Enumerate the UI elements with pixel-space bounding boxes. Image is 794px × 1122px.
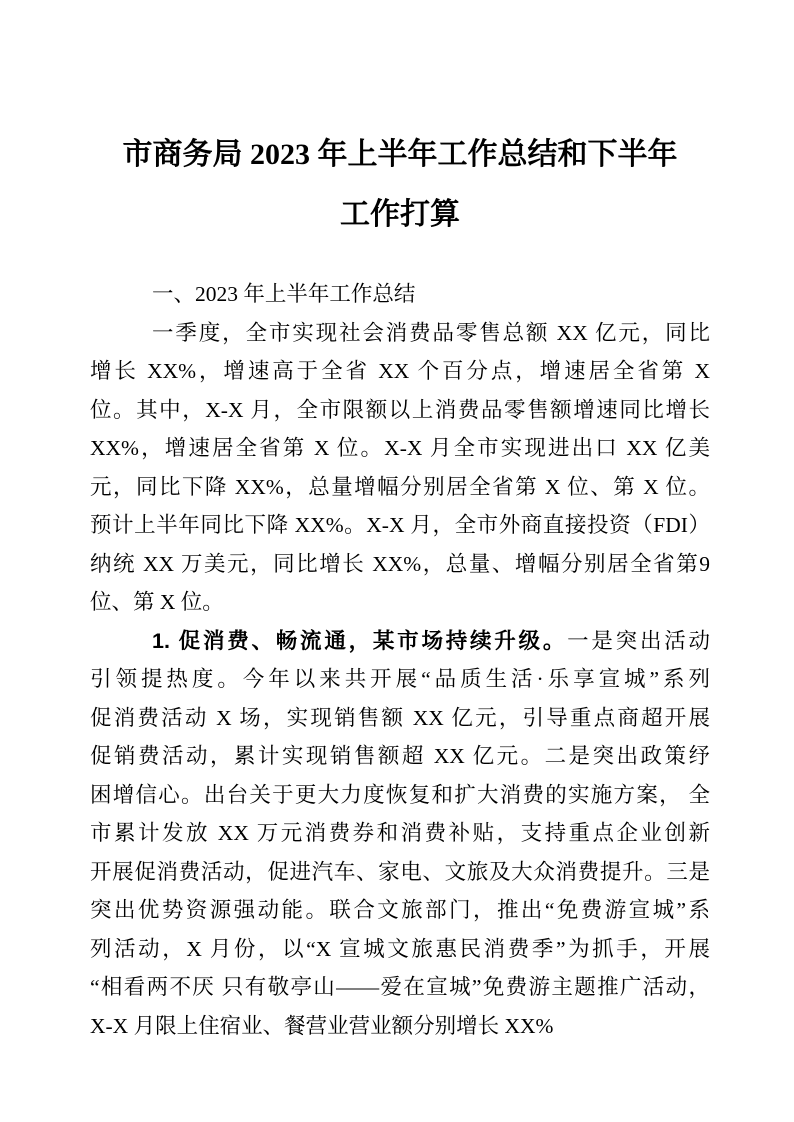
body-line: 困增信心。出台关于更大力度恢复和扩大消费的实施方案， 全 — [90, 782, 710, 807]
body-line: X-X 月限上住宿业、餐营业营业额分别增长 XX% — [90, 1013, 554, 1038]
body-line: 预计上半年同比下降 XX%。X-X 月，全市外商直接投资（FDI） — [90, 513, 710, 537]
body-line: 开展促消费活动，促进汽车、家电、文旅及大众消费提升。三是 — [90, 859, 710, 884]
body-line: XX%，增速居全省第 X 位。X-X 月全市实现进出口 XX 亿美 — [90, 436, 710, 460]
body-line: 列活动，X 月份，以“X 宣城文旅惠民消费季”为抓手，开展 — [90, 936, 710, 961]
body-line: 位、第 X 位。 — [90, 590, 224, 614]
body-line: 市累计发放 XX 万元消费券和消费补贴，支持重点企业创新 — [90, 821, 710, 845]
body-line: 促销费活动，累计实现销售额超 XX 亿元。二是突出政策纾 — [90, 744, 710, 768]
body-line: 增长 XX%，增速高于全省 XX 个百分点，增速居全省第 X — [90, 359, 710, 383]
body-line: 引领提热度。今年以来共开展“品质生活·乐享宣城”系列 — [90, 667, 710, 691]
body-line: 一季度，全市实现社会消费品零售总额 XX 亿元，同比 — [152, 320, 710, 345]
document-body — [90, 275, 710, 1045]
paragraph-lead-rest: 一是突出活动 — [567, 628, 710, 653]
body-line: 元，同比下降 XX%，总量增幅分别居全省第 X 位、第 X 位。 — [90, 474, 710, 499]
paragraph-lead-bold: 1. 促消费、畅流通，某市场持续升级。 — [152, 628, 568, 653]
body-line: 促消费活动 X 场，实现销售额 XX 亿元，引导重点商超开展 — [90, 705, 710, 730]
document-title — [90, 125, 710, 245]
body-line: “相看两不厌 只有敬亭山——爱在宣城”免费游主题推广活动， — [90, 975, 710, 999]
section-heading-line: 一、2023 年上半年工作总结 — [152, 282, 416, 306]
body-line: 突出优势资源强动能。联合文旅部门，推出“免费游宣城”系 — [90, 898, 710, 922]
body-line — [90, 622, 710, 661]
body-line: 纳统 XX 万美元，同比增长 XX%，总量、增幅分别居全省第9 — [90, 551, 710, 576]
body-line: 位。其中，X-X 月，全市限额以上消费品零售额增速同比增长 — [90, 397, 710, 422]
document-title-line-2: 工作打算 — [340, 198, 460, 231]
document-title-line-1: 市商务局 2023 年上半年工作总结和下半年 — [122, 138, 678, 171]
